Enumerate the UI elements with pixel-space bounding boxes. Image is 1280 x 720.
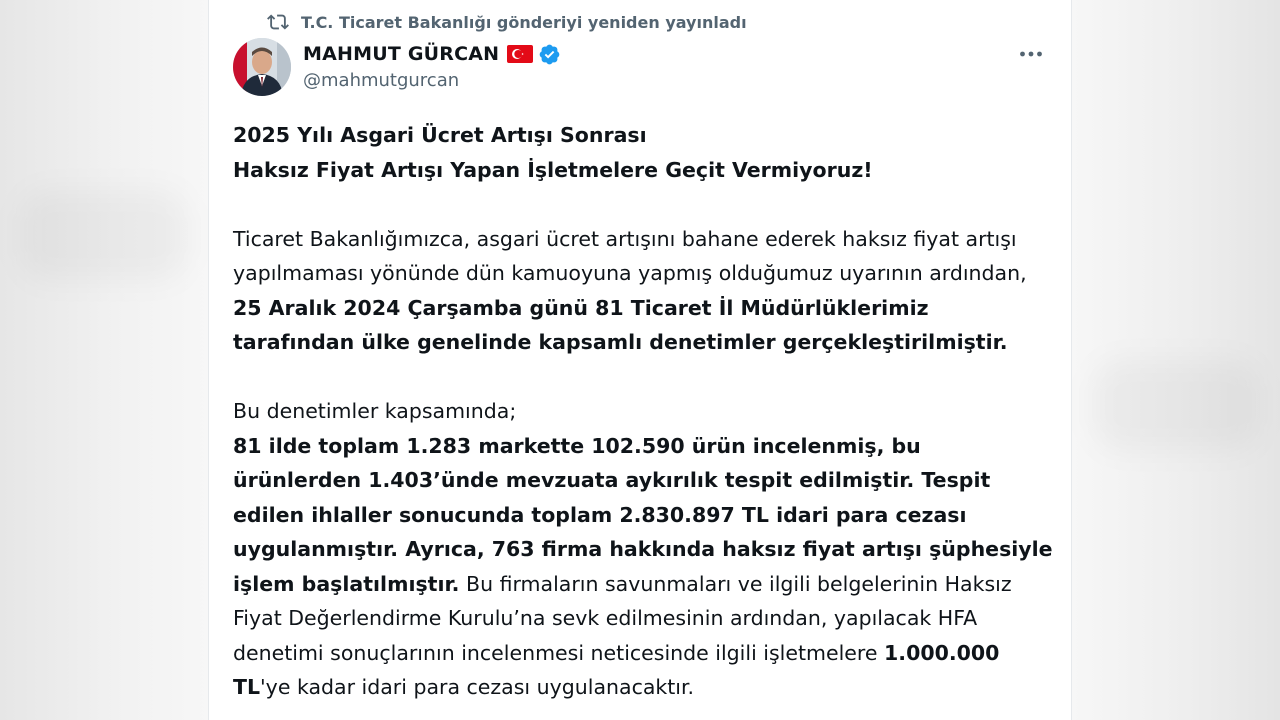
paragraph-1-text: Ticaret Bakanlığımızca, asgari ücret artışını bahane ederek haksız fiyat artışı yapılmaması yönünde dün kamuoyuna yapmış olduğumuz uyarının ardından,	[233, 226, 1027, 285]
author-block	[303, 40, 561, 91]
author-name-row	[303, 40, 561, 68]
paragraph-2-amount: 1.000.000 TL	[233, 640, 1000, 699]
author-handle[interactable]: @mahmutgurcan	[303, 70, 460, 91]
paragraph-2-text: Bu firmaların savunmaları ve ilgili belgelerinin Haksız Fiyat Değerlendirme Kurulu’na sevk edilmesinin ardından, yapılacak HFA denetimi sonuçlarının incelenmesi neticesinde ilgili işletmelere	[233, 571, 1012, 665]
background-left	[0, 0, 208, 720]
avatar[interactable]	[233, 38, 291, 96]
post-title-line2: Haksız Fiyat Artışı Yapan İşletmelere Geçit Vermiyoruz!	[233, 157, 873, 182]
more-icon	[1019, 50, 1043, 58]
paragraph-2	[233, 429, 1053, 705]
turkish-flag-icon	[507, 45, 533, 63]
paragraph-gap	[233, 187, 1053, 222]
repost-icon	[267, 11, 289, 33]
author-name[interactable]: MAHMUT GÜRCAN	[303, 43, 500, 65]
tweet-text	[233, 118, 1053, 705]
paragraph-2-intro: Bu denetimler kapsamında;	[233, 399, 517, 423]
paragraph-1	[233, 222, 1053, 360]
post-title-line1: 2025 Yılı Asgari Ücret Artışı Sonrası	[233, 123, 647, 147]
tweet-card[interactable]	[208, 0, 1072, 720]
paragraph-2-bold: 81 ilde toplam 1.283 markette 102.590 ürün incelenmiş, bu ürünlerden 1.403’ünde mevzuata aykırılık tespit edilmiştir. Tespit edilen ihlaller sonucunda toplam 2.830.897 TL idari para cezası uygulanmıştır. Ayrıca, 763 firma hakkında haksız fiyat artışı şüphesiyle işlem başlatılmıştır.	[233, 433, 1053, 596]
verified-badge-icon[interactable]	[538, 43, 561, 66]
paragraph-gap	[233, 360, 1053, 395]
background-right	[1072, 0, 1280, 720]
paragraph-1-bold: 25 Aralık 2024 Çarşamba günü 81 Ticaret İl Müdürlüklerimiz tarafından ülke genelinde kapsamlı denetimler gerçekleştirilmiştir.	[233, 295, 1008, 354]
repost-indicator[interactable]	[267, 10, 747, 34]
more-options-button[interactable]	[1013, 40, 1049, 68]
paragraph-2-end: 'ye kadar idari para cezası uygulanacaktır.	[260, 675, 695, 699]
avatar-image	[233, 38, 291, 96]
repost-text: T.C. Ticaret Bakanlığı gönderiyi yeniden yayınladı	[301, 12, 747, 32]
